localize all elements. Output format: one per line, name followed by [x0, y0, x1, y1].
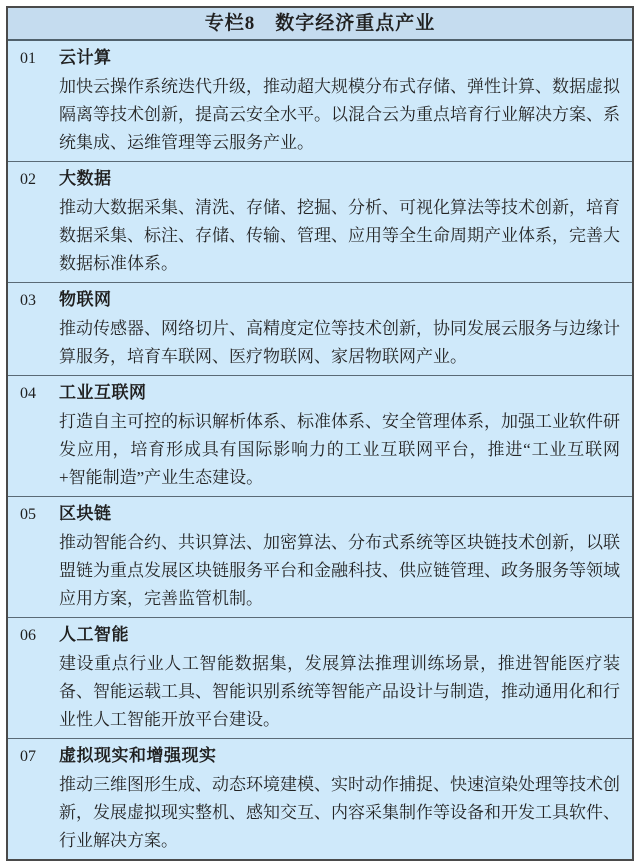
section-heading	[20, 742, 620, 771]
section-heading	[20, 286, 620, 315]
section-row-06	[8, 618, 632, 739]
section-row-07	[8, 739, 632, 859]
section-number: 07	[20, 748, 36, 765]
section-heading	[20, 165, 620, 194]
section-heading	[20, 621, 620, 650]
section-title: 虚拟现实和增强现实	[59, 746, 217, 765]
section-row-03	[8, 283, 632, 376]
section-text: 打造自主可控的标识解析体系、标准体系、安全管理体系，加强工业软件研发应用，培育形成具有国际影响力的工业互联网平台，推进“工业互联网+智能制造”产业生态建设。	[59, 412, 620, 487]
panel-body	[8, 41, 632, 859]
section-title: 大数据	[59, 169, 112, 188]
section-heading	[20, 500, 620, 529]
section-text: 推动三维图形生成、动态环境建模、实时动作捕捉、快速渲染处理等技术创新，发展虚拟现实整机、感知交互、内容采集制作等设备和开发工具软件、行业解决方案。	[59, 775, 620, 850]
section-text: 建设重点行业人工智能数据集，发展算法推理训练场景，推进智能医疗装备、智能运载工具、智能识别系统等智能产品设计与制造，推动通用化和行业性人工智能开放平台建设。	[59, 654, 620, 729]
section-title: 云计算	[59, 48, 112, 67]
section-text: 推动大数据采集、清洗、存储、挖掘、分析、可视化算法等技术创新，培育数据采集、标注、存储、传输、管理、应用等全生命周期产业体系，完善大数据标准体系。	[59, 198, 620, 273]
section-number: 06	[20, 627, 36, 644]
section-row-01	[8, 41, 632, 162]
section-row-02	[8, 162, 632, 283]
section-row-05	[8, 497, 632, 618]
digital-economy-panel	[6, 6, 634, 861]
section-text: 推动传感器、网络切片、高精度定位等技术创新，协同发展云服务与边缘计算服务，培育车联网、医疗物联网、家居物联网产业。	[59, 319, 620, 366]
section-title: 工业互联网	[59, 383, 147, 402]
panel-title: 专栏8 数字经济重点产业	[8, 8, 632, 41]
section-text: 加快云操作系统迭代升级，推动超大规模分布式存储、弹性计算、数据虚拟隔离等技术创新，提高云安全水平。以混合云为重点培育行业解决方案、系统集成、运维管理等云服务产业。	[59, 77, 620, 152]
section-number: 02	[20, 171, 36, 188]
section-number: 01	[20, 50, 36, 67]
section-number: 03	[20, 292, 36, 309]
section-row-04	[8, 376, 632, 497]
section-title: 区块链	[59, 504, 112, 523]
section-heading	[20, 44, 620, 73]
section-text: 推动智能合约、共识算法、加密算法、分布式系统等区块链技术创新，以联盟链为重点发展区块链服务平台和金融科技、供应链管理、政务服务等领域应用方案，完善监管机制。	[59, 533, 620, 608]
section-number: 05	[20, 506, 36, 523]
section-title: 物联网	[59, 290, 112, 309]
section-title: 人工智能	[59, 625, 129, 644]
section-heading	[20, 379, 620, 408]
section-number: 04	[20, 385, 36, 402]
